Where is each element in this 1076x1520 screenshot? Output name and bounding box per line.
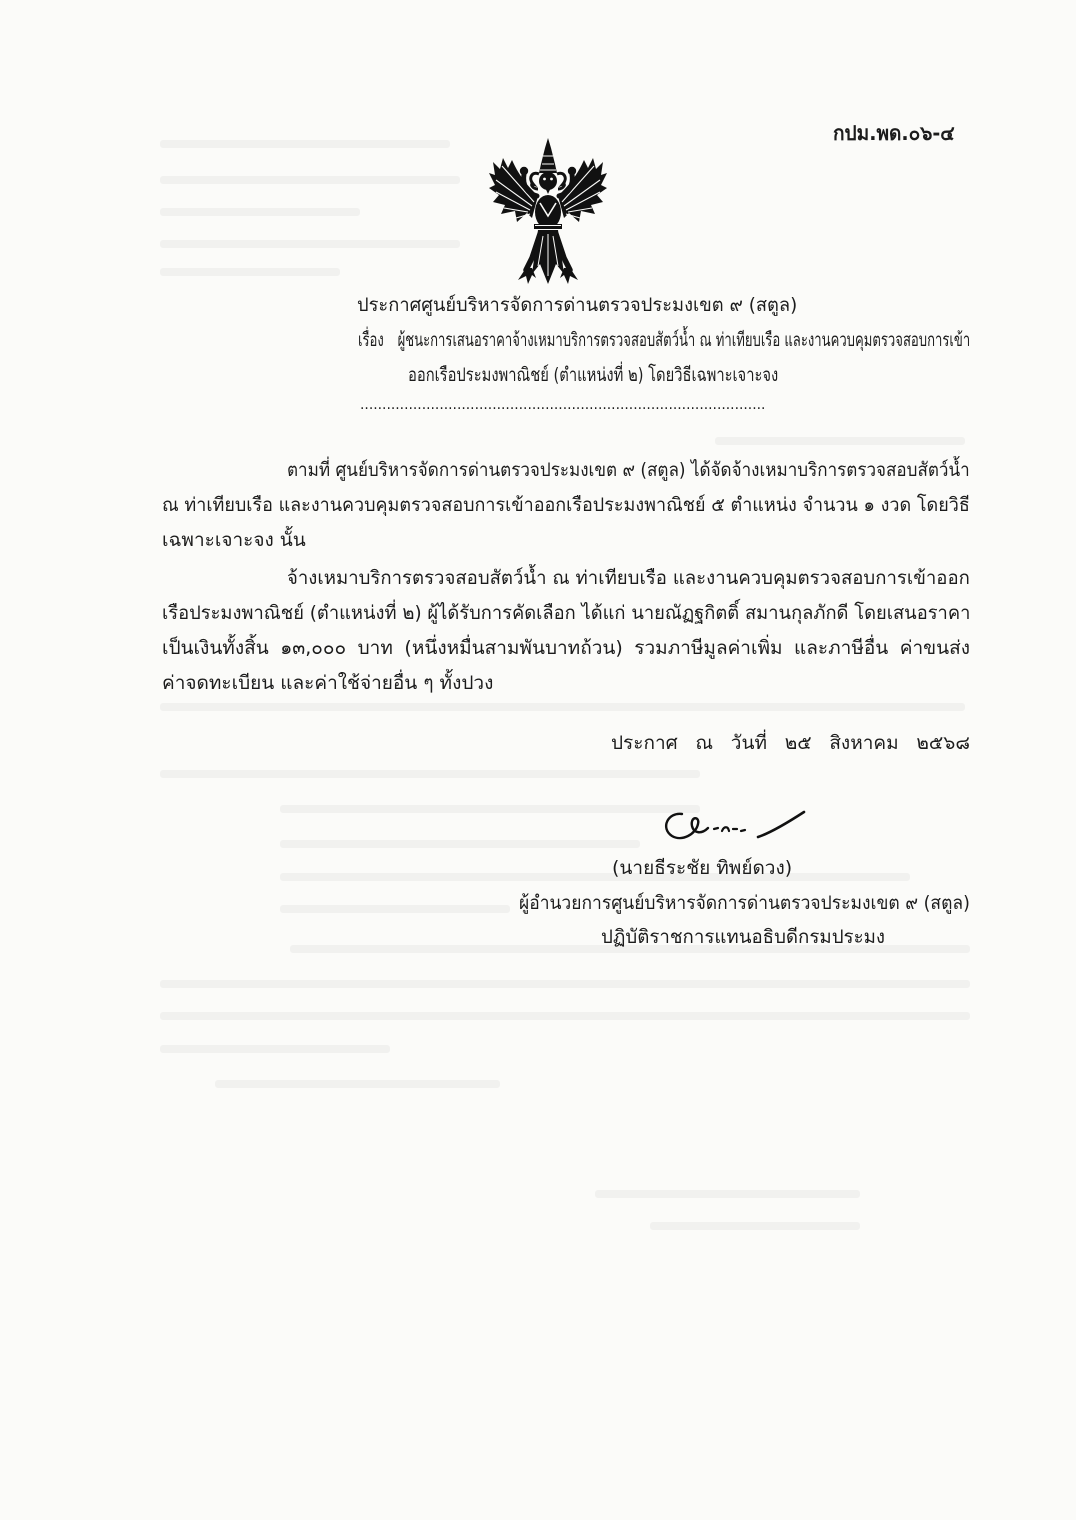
paragraph-2-line-1: จ้างเหมาบริการตรวจสอบสัตว์น้ำ ณ ท่าเทียบเรือ และงานควบคุมตรวจสอบการเข้าออก [287, 567, 970, 589]
bleed-through-mark [160, 208, 360, 216]
signatory-name: (นายธีระชัย ทิพย์ดวง) [612, 857, 793, 879]
signatory-acting-for: ปฏิบัติราชการแทนอธิบดีกรมประมง [601, 926, 886, 948]
paragraph-1-line-1: ตามที่ ศูนย์บริหารจัดการด่านตรวจประมงเขต ๙ (สตูล) ได้จัดจ้างเหมาบริการตรวจสอบสัตว์น้ำ [287, 459, 970, 481]
bleed-through-mark [650, 1222, 860, 1230]
bleed-through-mark [160, 240, 460, 248]
paragraph-1-line-3: เฉพาะเจาะจง นั้น [162, 529, 306, 551]
bleed-through-mark [215, 1080, 500, 1088]
bleed-through-mark [160, 268, 340, 276]
bleed-through-mark [280, 905, 510, 913]
bleed-through-mark [160, 176, 460, 184]
announcement-title: ประกาศศูนย์บริหารจัดการด่านตรวจประมงเขต ๙ (สตูล) [357, 294, 798, 316]
bleed-through-mark [160, 140, 450, 148]
paragraph-2-line-4: ค่าจดทะเบียน และค่าใช้จ่ายอื่น ๆ ทั้งปวง [162, 672, 494, 694]
paragraph-2-line-3: เป็นเงินทั้งสิ้น ๑๓,๐๐๐ บาท (หนึ่งหมื่นสามพันบาทถ้วน) รวมภาษีมูลค่าเพิ่ม และภาษีอื่น ค่าขนส่ง [162, 637, 970, 659]
title-separator: ............................................................................................ [360, 397, 766, 413]
signatory-position: ผู้อำนวยการศูนย์บริหารจัดการด่านตรวจประมงเขต ๙ (สตูล) [519, 892, 970, 914]
paragraph-2-line-2: เรือประมงพาณิชย์ (ตำแหน่งที่ ๒) ผู้ได้รับการคัดเลือก ได้แก่ นายณัฏฐกิตติ์ สมานกุลภักดี โดยเสนอราคา [162, 602, 971, 624]
bleed-through-mark [280, 840, 640, 848]
announcement-date: ประกาศ ณ วันที่ ๒๕ สิงหาคม ๒๕๖๘ [611, 732, 970, 754]
subject-label: เรื่อง [358, 329, 384, 351]
bleed-through-mark [160, 980, 970, 988]
bleed-through-mark [160, 703, 965, 711]
garuda-emblem-icon [488, 138, 608, 286]
bleed-through-mark [280, 805, 700, 813]
subject-line-1 [358, 326, 971, 354]
handwritten-signature [658, 806, 810, 848]
bleed-through-mark [160, 770, 700, 778]
paragraph-1-line-2: ณ ท่าเทียบเรือ และงานควบคุมตรวจสอบการเข้าออกเรือประมงพาณิชย์ ๕ ตำแหน่ง จำนวน ๑ งวด โดยวิธี [162, 494, 970, 516]
bleed-through-mark [160, 1012, 970, 1020]
subject-line-2: ออกเรือประมงพาณิชย์ (ตำแหน่งที่ ๒) โดยวิธีเฉพาะเจาะจง [408, 364, 779, 386]
bleed-through-mark [595, 1190, 860, 1198]
reference-code: กปม.พด.๐๖-๔ [833, 121, 955, 145]
bleed-through-mark [715, 437, 965, 445]
subject-text: ผู้ชนะการเสนอราคาจ้างเหมาบริการตรวจสอบสัตว์น้ำ ณ ท่าเทียบเรือ และงานควบคุมตรวจสอบการเข้า [397, 329, 971, 351]
bleed-through-mark [160, 1045, 390, 1053]
